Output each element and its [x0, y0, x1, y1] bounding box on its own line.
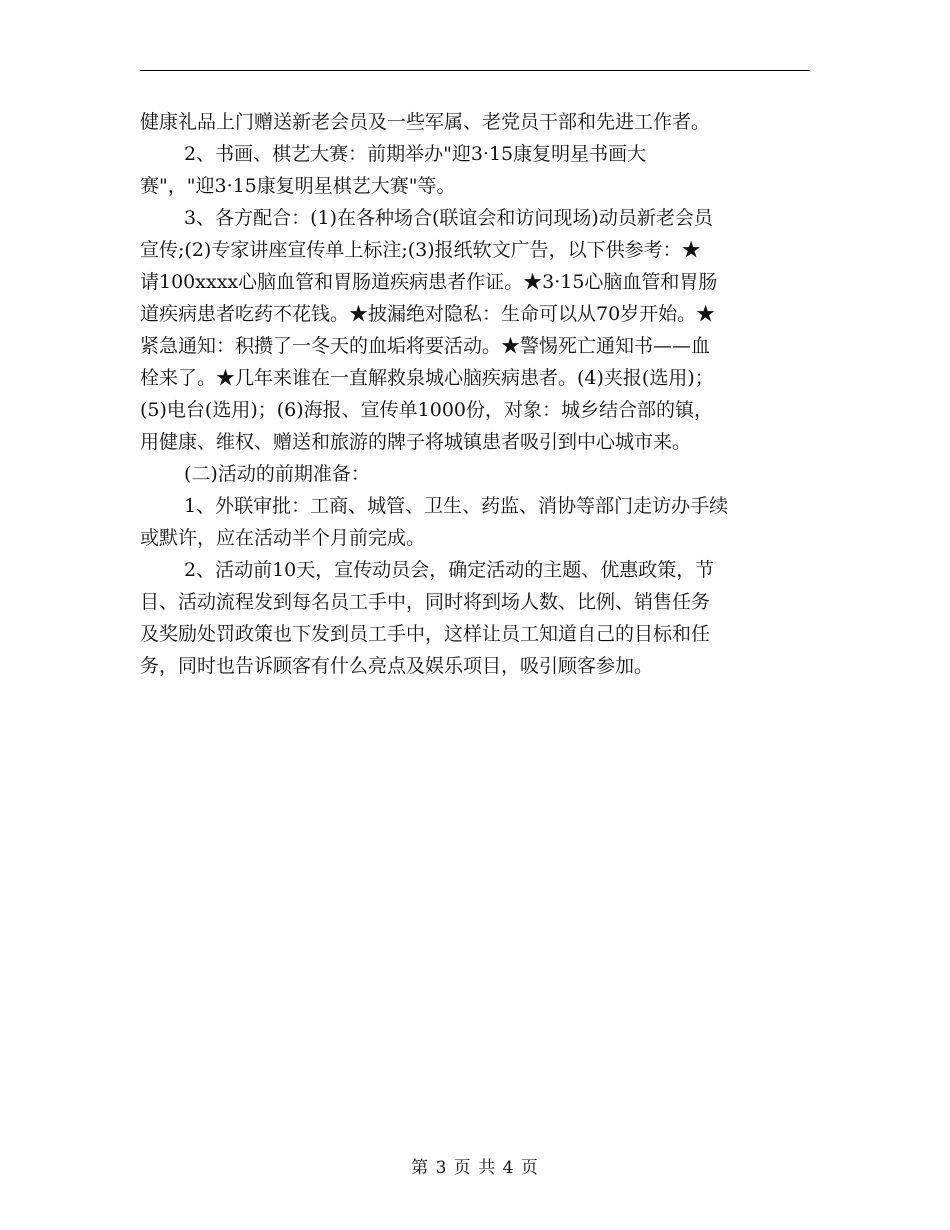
text-line: 3、各方配合：(1)在各种场合(联谊会和访问现场)动员新老会员	[184, 207, 713, 229]
text-line: 用健康、维权、赠送和旅游的牌子将城镇患者吸引到中心城市来。	[140, 431, 692, 453]
text-line: 请100xxxx心脑血管和胃肠道疾病患者作证。★3·15心脑血管和胃肠	[140, 271, 718, 293]
text-line: 宣传;(2)专家讲座宣传单上标注;(3)报纸软文广告，以下供参考：★	[140, 239, 701, 261]
page-footer: 第 3 页 共 4 页	[411, 1158, 539, 1178]
text-line: 及奖励处罚政策也下发到员工手中，这样让员工知道自己的目标和任	[140, 623, 711, 645]
text-line: 务，同时也告诉顾客有什么亮点及娱乐项目，吸引顾客参加。	[140, 655, 654, 677]
text-line: (二)活动的前期准备：	[184, 463, 370, 485]
text-line: (5)电台(选用)；(6)海报、宣传单1000份，对象：城乡结合部的镇，	[140, 399, 714, 421]
text-line: 2、书画、棋艺大赛：前期举办"迎3·15康复明星书画大	[184, 143, 647, 165]
text-line: 1、外联审批：工商、城管、卫生、药监、消协等部门走访办手续	[184, 495, 729, 517]
header-rule	[140, 70, 810, 71]
text-line: 栓来了。★几年来谁在一直解救泉城心脑疾病患者。(4)夹报(选用)；	[140, 367, 714, 389]
text-line: 目、活动流程发到每名员工手中，同时将到场人数、比例、销售任务	[140, 591, 711, 613]
text-line: 赛"，"迎3·15康复明星棋艺大赛"等。	[140, 175, 456, 197]
text-line: 紧急通知：积攒了一冬天的血垢将要活动。★警惕死亡通知书——血	[140, 335, 711, 357]
document-body	[140, 106, 812, 682]
text-line: 道疾病患者吃药不花钱。★披漏绝对隐私：生命可以从70岁开始。★	[140, 303, 716, 325]
text-line: 或默许，应在活动半个月前完成。	[140, 527, 426, 549]
text-line: 2、活动前10天，宣传动员会，确定活动的主题、优惠政策，节	[184, 559, 715, 581]
text-line: 健康礼品上门赠送新老会员及一些军属、老党员干部和先进工作者。	[140, 111, 711, 133]
